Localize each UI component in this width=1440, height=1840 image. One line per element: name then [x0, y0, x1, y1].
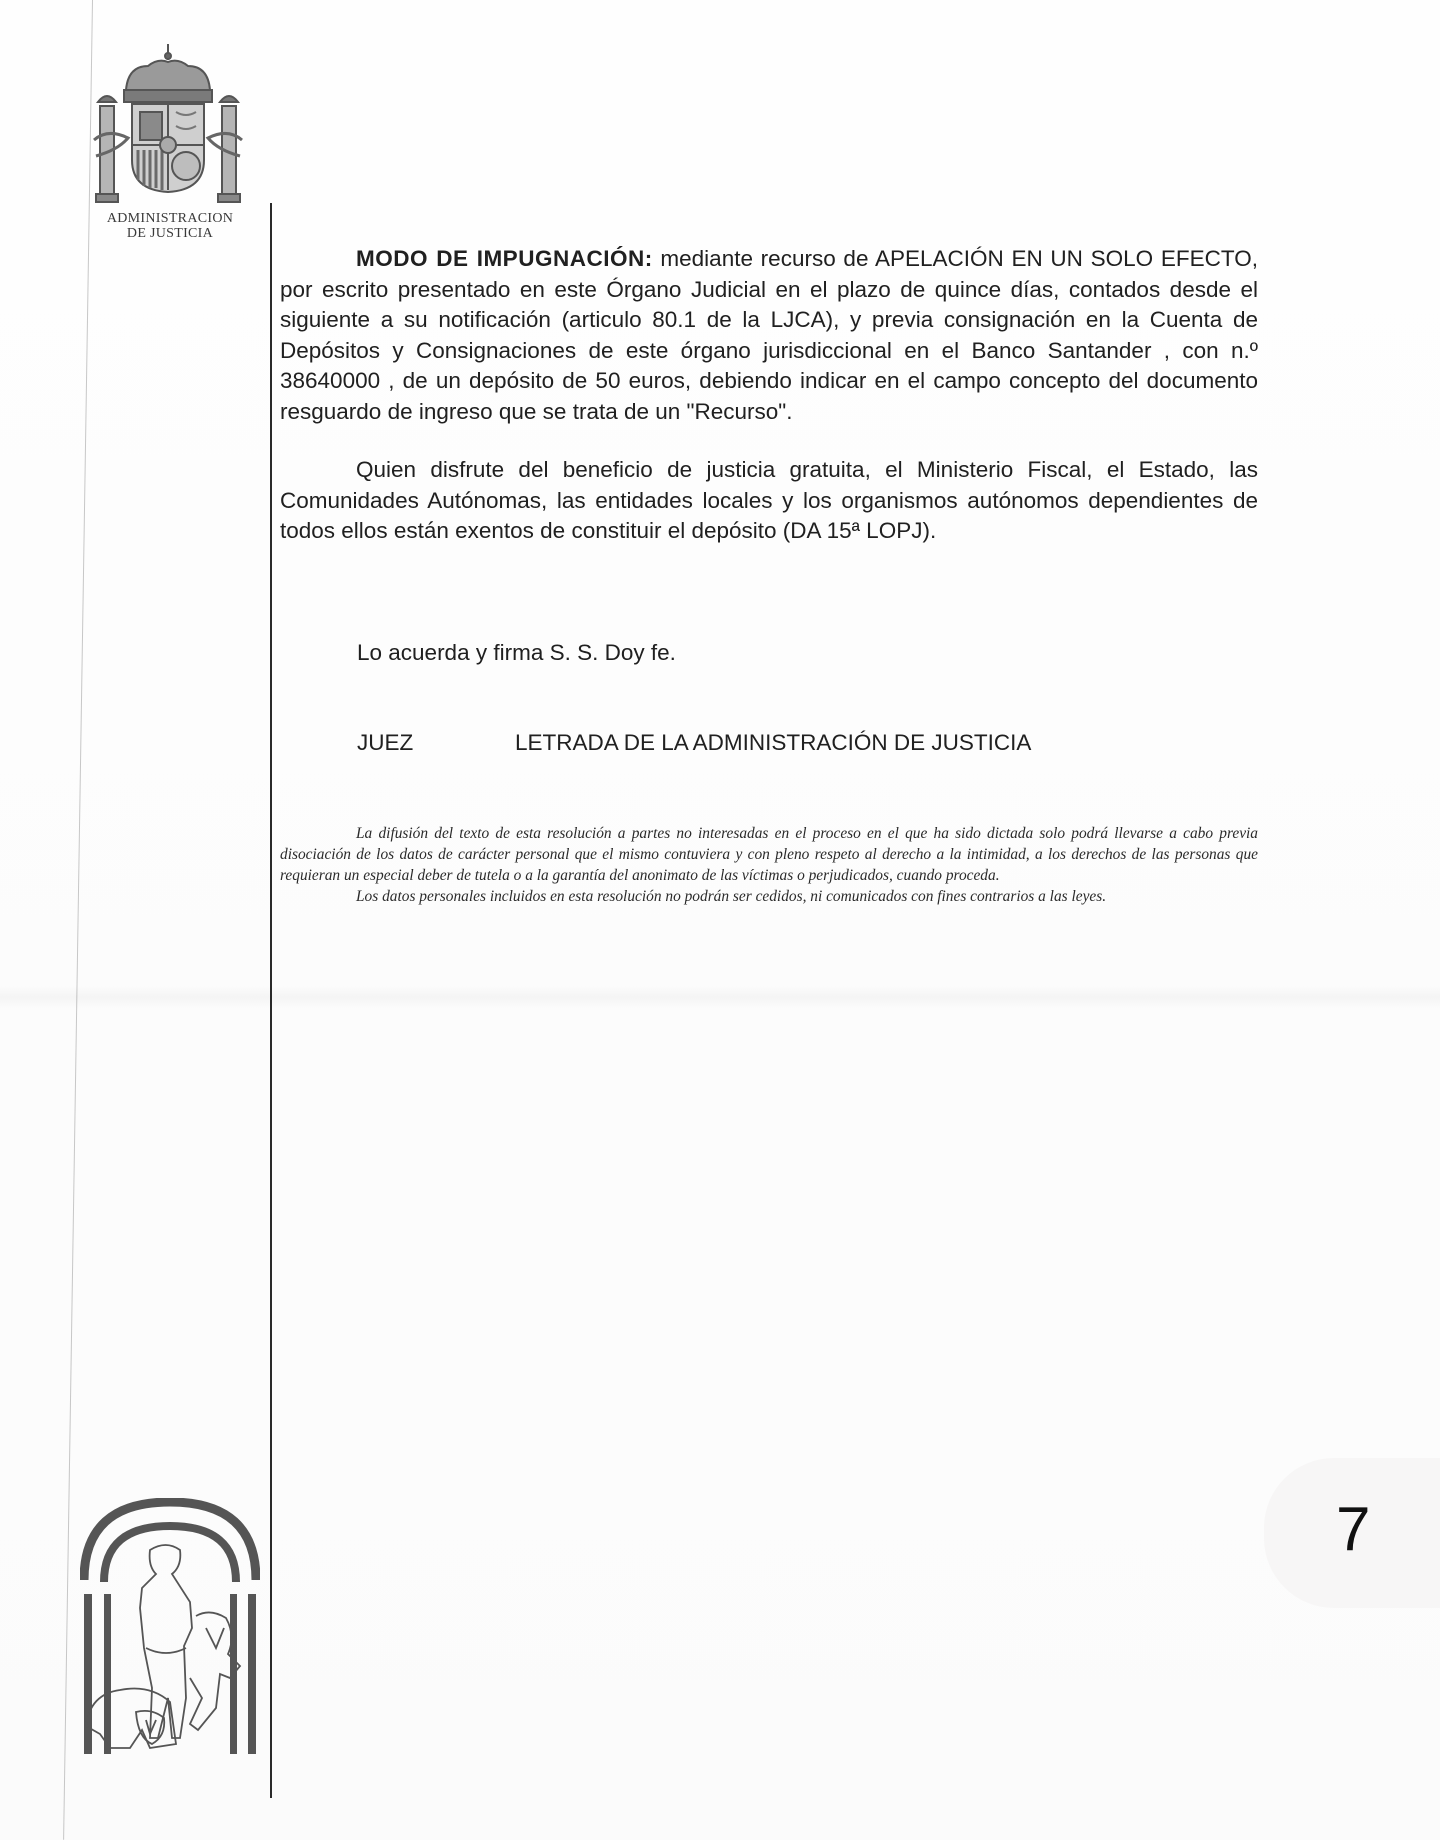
institution-line-2: DE JUSTICIA — [126, 226, 214, 241]
institution-label — [80, 211, 260, 241]
exemption-paragraph: Quien disfrute del beneficio de justicia gratuita, el Ministerio Fiscal, el Estado, las Comunidades Autónomas, las entidades locales y los organismos autónomos dependientes de todos ellos están exentos de constituir el depósito (DA 15ª LOPJ). — [280, 457, 1258, 543]
privacy-paragraph-1: La difusión del texto de esta resolución a partes no interesadas en el proceso en el que ha sido dictada solo podrá llevarse a cabo previa disociación de los datos de carácter personal que el mismo contuviera y con pleno respeto al derecho a la intimidad, a los derechos de las personas que requieran un especial deber de tutela o a la garantía del anonimato de las víctimas o perjudicados, cuando proceda. — [280, 825, 1258, 884]
privacy-notice — [280, 823, 1258, 907]
scan-fold-shadow — [0, 985, 1440, 1009]
role-clerk: LETRADA DE LA ADMINISTRACIÓN DE JUSTICIA — [515, 730, 1032, 755]
institution-line-1: ADMINISTRACION — [106, 211, 234, 226]
junta-de-andalucia-emblem-icon — [80, 1498, 260, 1763]
role-judge: JUEZ — [357, 730, 414, 755]
signature-statement: Lo acuerda y firma S. S. Doy fe. — [357, 640, 676, 665]
signatory-roles — [357, 730, 1032, 756]
appeal-paragraph — [280, 244, 1258, 427]
appeal-text: mediante recurso de APELACIÓN EN UN SOLO EFECTO, por escrito presentado en este Órgano Judicial en el plazo de quince días, contados desde el siguiente a su notificación (articulo 80.1 de la LJCA), y previa consignación en la Cuenta de Depósitos y Consignaciones de este órgano jurisdiccional en el Banco Santander , con n.º 38640000 , de un depósito de 50 euros, debiendo indicar en el campo concepto del documento resguardo de ingreso que se trata de un "Recurso". — [280, 246, 1258, 424]
spanish-coat-of-arms-icon — [88, 40, 248, 210]
appeal-heading: MODO DE IMPUGNACIÓN: — [356, 246, 653, 271]
resolution-body — [280, 244, 1258, 547]
privacy-paragraph-2: Los datos personales incluidos en esta resolución no podrán ser cedidos, ni comunicados con fines contrarios a las leyes. — [356, 888, 1107, 905]
page-number: 7 — [1336, 1495, 1371, 1564]
